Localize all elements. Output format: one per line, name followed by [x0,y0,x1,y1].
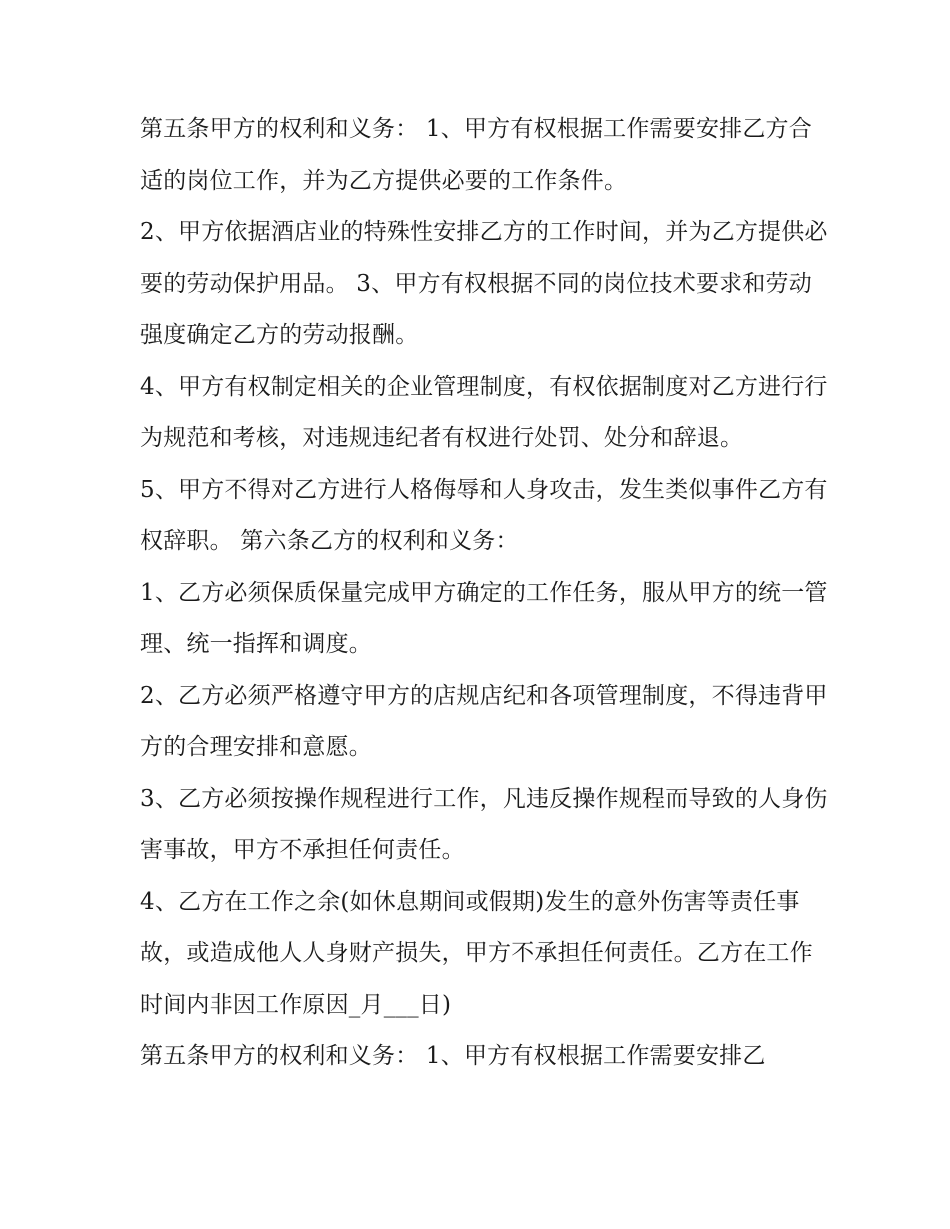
paragraph-article5-clause1: 第五条甲方的权利和义务： 1、甲方有权根据工作需要安排乙方合适的岗位工作，并为乙方提供必要的工作条件。 [140,116,812,194]
paragraph-b-clause2: 2、乙方必须严格遵守甲方的店规店纪和各项管理制度，不得违背甲方的合理安排和意愿。 [140,682,828,760]
paragraph-b-clause3: 3、乙方必须按操作规程进行工作，凡违反操作规程而导致的人身伤害事故，甲方不承担任何责任。 [140,785,828,863]
paragraph-clause4: 4、甲方有权制定相关的企业管理制度，有权依据制度对乙方进行行为规范和考核，对违规违纪者有权进行处罚、处分和辞退。 [140,373,828,451]
document-page [140,104,830,1083]
paragraph-article5-repeat: 第五条甲方的权利和义务： 1、甲方有权根据工作需要安排乙 [140,1043,766,1069]
paragraph-b-clause4: 4、乙方在工作之余(如休息期间或假期)发生的意外伤害等责任事故，或造成他人人身财产损失，甲方不承担任何责任。乙方在工作时间内非因工作原因_月___日) [140,888,813,1018]
paragraph-clause5-article6: 5、甲方不得对乙方进行人格侮辱和人身攻击，发生类似事件乙方有权辞职。 第六条乙方的权利和义务： [140,476,828,554]
paragraph-clause2-3: 2、甲方依据酒店业的特殊性安排乙方的工作时间，并为乙方提供必要的劳动保护用品。 3、甲方有权根据不同的岗位技术要求和劳动强度确定乙方的劳动报酬。 [140,219,828,348]
paragraph-b-clause1: 1、乙方必须保质保量完成甲方确定的工作任务，服从甲方的统一管理、统一指挥和调度。 [140,579,828,657]
